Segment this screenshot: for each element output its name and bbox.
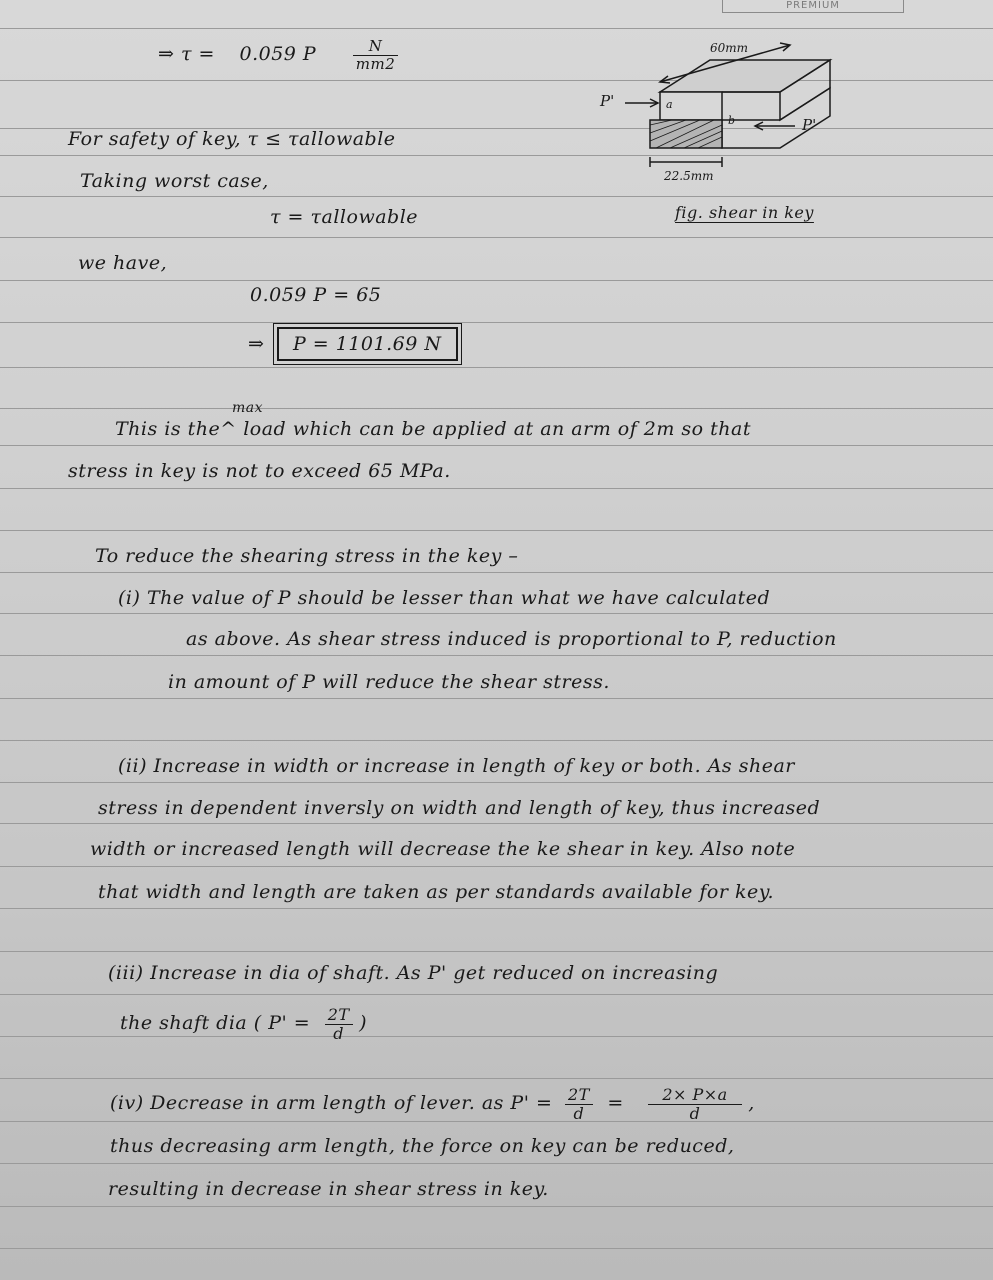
ruled-line <box>0 280 993 281</box>
force-label-left: P' <box>600 92 615 110</box>
tau-prefix: ⇒ τ = <box>158 43 215 65</box>
fraction-numerator: 2T <box>565 1086 593 1105</box>
equation-tau <box>158 38 398 72</box>
ruled-line <box>0 488 993 489</box>
point-iv-line-3: resulting in decrease in shear stress in key. <box>108 1178 549 1200</box>
boxed-result: P = 1101.69 N <box>277 327 458 361</box>
shaft-dia-prefix: the shaft dia ( P' = <box>120 1012 311 1035</box>
shaft-dia-fraction <box>325 1006 353 1042</box>
shaft-dia-suffix: ) <box>359 1012 368 1035</box>
ruled-line <box>0 866 993 867</box>
ruled-line <box>0 655 993 656</box>
ruled-line <box>0 237 993 238</box>
max-insert: max <box>232 400 264 416</box>
worst-case-line: Taking worst case, <box>80 170 269 192</box>
ruled-line <box>0 823 993 824</box>
unit-numerator: N <box>353 38 399 56</box>
point-iv-line-2: thus decreasing arm length, the force on key can be reduced, <box>110 1135 735 1157</box>
point-ii-line-3: width or increased length will decrease the ke shear in key. Also note <box>90 838 796 860</box>
ruled-line <box>0 572 993 573</box>
fraction-denominator: d <box>573 1103 585 1123</box>
point-i-line-1: (i) The value of P should be lesser than what we have calculated <box>118 587 771 609</box>
dim-width: 22.5mm <box>664 169 714 183</box>
arm-length-suffix: , <box>748 1092 755 1115</box>
point-iii-line-1: (iii) Increase in dia of shaft. As P' get reduced on increasing <box>108 962 719 984</box>
ruled-line <box>0 782 993 783</box>
point-iv-line-1 <box>110 1086 755 1122</box>
ruled-line <box>0 1078 993 1079</box>
point-label-a: a <box>666 98 673 111</box>
point-iii-line-2 <box>120 1006 367 1042</box>
ruled-line <box>0 445 993 446</box>
fraction-denominator: d <box>689 1103 701 1123</box>
ruled-line <box>0 367 993 368</box>
fraction-2t-d <box>565 1086 593 1122</box>
dim-length: 60mm <box>710 41 749 55</box>
force-label-right: P' <box>802 116 817 134</box>
ruled-line <box>0 196 993 197</box>
ruled-line <box>0 408 993 409</box>
fraction-2pa-d <box>648 1086 741 1122</box>
ruled-line <box>0 1248 993 1249</box>
fraction-numerator: 2× P×a <box>648 1086 741 1105</box>
ruled-line <box>0 951 993 952</box>
point-i-line-3: in amount of P will reduce the shear stress. <box>168 671 610 693</box>
ruled-line <box>0 740 993 741</box>
tau-allowable-line: τ = τallowable <box>270 206 419 228</box>
equals-sign: = <box>607 1092 624 1115</box>
equation-substitution: 0.059 P = 65 <box>250 284 382 306</box>
fraction-denominator: d <box>333 1023 345 1043</box>
ruled-line <box>0 530 993 531</box>
ruled-line <box>0 994 993 995</box>
unit-fraction <box>353 38 399 72</box>
figure-caption: fig. shear in key <box>675 203 814 222</box>
ruled-line <box>0 908 993 909</box>
ruled-line <box>0 1206 993 1207</box>
key-shear-figure <box>590 30 890 195</box>
ruled-line <box>0 322 993 323</box>
unit-denominator: mm2 <box>355 54 396 73</box>
point-i-line-2: as above. As shear stress induced is proportional to P, reduction <box>186 628 837 650</box>
ruled-line <box>0 698 993 699</box>
brand-label: PREMIUM <box>722 0 904 13</box>
we-have-line: we have, <box>78 252 168 274</box>
point-ii-line-4: that width and length are taken as per standards available for key. <box>98 881 774 903</box>
conclusion-line-1: This is the^ load which can be applied at an arm of 2m so that <box>115 418 751 440</box>
ruled-line <box>0 613 993 614</box>
ruled-line <box>0 1163 993 1164</box>
point-ii-line-2: stress in dependent inversly on width and length of key, thus increased <box>98 797 821 819</box>
reduce-heading: To reduce the shearing stress in the key – <box>95 545 519 567</box>
safety-line: For safety of key, τ ≤ τallowable <box>68 128 396 150</box>
implies-arrow: ⇒ <box>248 333 265 355</box>
ruled-line <box>0 28 993 29</box>
result-line <box>248 333 458 355</box>
conclusion-line-2: stress in key is not to exceed 65 MPa. <box>68 460 451 482</box>
fraction-numerator: 2T <box>325 1006 353 1025</box>
point-ii-line-1: (ii) Increase in width or increase in length of key or both. As shear <box>118 755 795 777</box>
point-label-b: b <box>728 114 736 127</box>
tau-value: 0.059 P <box>239 43 317 65</box>
arm-length-prefix: (iv) Decrease in arm length of lever. as P' = <box>110 1092 553 1115</box>
